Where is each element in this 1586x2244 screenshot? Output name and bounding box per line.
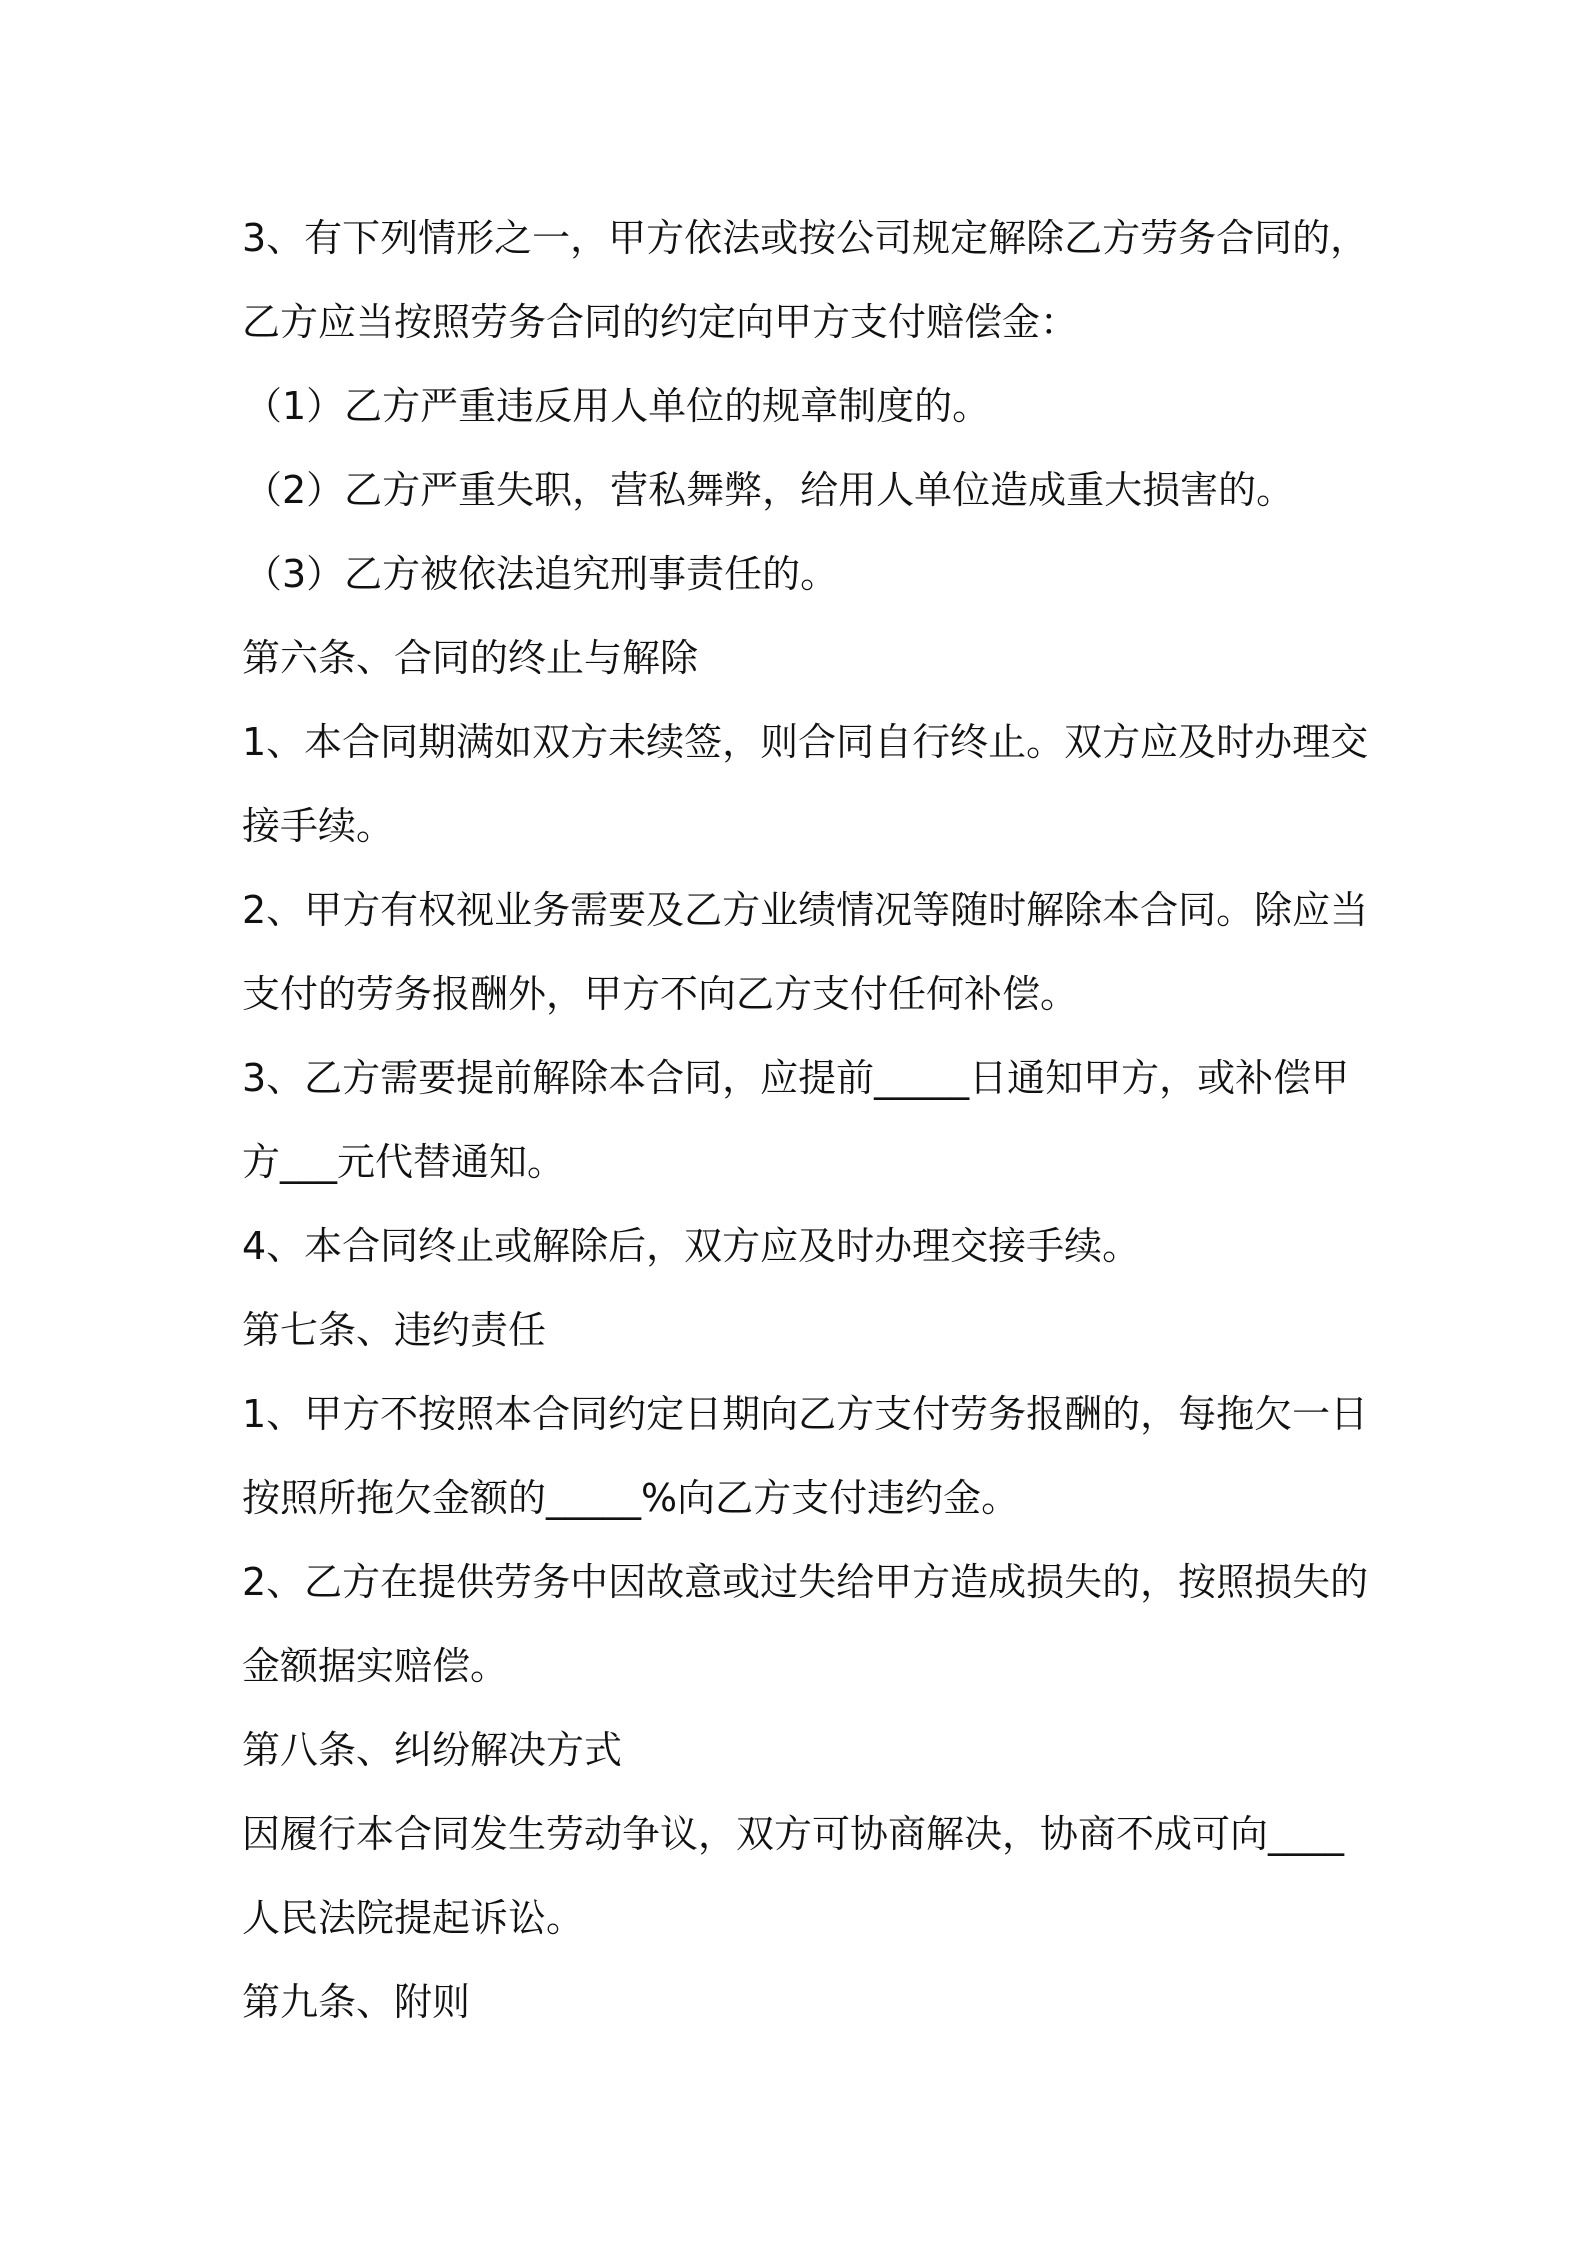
clause-6-3-line-1: 3、乙方需要提前解除本合同，应提前_____日通知甲方，或补偿甲 <box>242 1056 1350 1100</box>
clause-6-4: 4、本合同终止或解除后，双方应及时办理交接手续。 <box>242 1224 1141 1268</box>
clause-6-2-line-1: 2、甲方有权视业务需要及乙方业绩情况等随时解除本合同。除应当 <box>242 888 1369 932</box>
article-7-heading: 第七条、违约责任 <box>242 1308 547 1352</box>
clause-5-3-line-1: 3、有下列情形之一，甲方依法或按公司规定解除乙方劳务合同的， <box>242 216 1369 260</box>
clause-6-1-line-2: 接手续。 <box>242 804 395 848</box>
clause-5-3-item-2: （2）乙方严重失职，营私舞弊，给用人单位造成重大损害的。 <box>244 468 1295 512</box>
clause-5-3-item-3: （3）乙方被依法追究刑事责任的。 <box>244 552 839 596</box>
document-body <box>242 196 1369 2044</box>
article-8-line-2: 人民法院提起诉讼。 <box>242 1896 585 1940</box>
article-9-heading: 第九条、附则 <box>242 1980 471 2024</box>
clause-7-1-line-1: 1、甲方不按照本合同约定日期向乙方支付劳务报酬的，每拖欠一日 <box>242 1392 1369 1436</box>
article-8-line-1: 因履行本合同发生劳动争议，双方可协商解决，协商不成可向____ <box>242 1812 1345 1856</box>
clause-6-3-line-2: 方___元代替通知。 <box>242 1140 566 1184</box>
article-8-heading: 第八条、纠纷解决方式 <box>242 1728 623 1772</box>
clause-7-2-line-2: 金额据实赔偿。 <box>242 1644 509 1688</box>
clause-5-3-line-2: 乙方应当按照劳务合同的约定向甲方支付赔偿金： <box>242 300 1079 344</box>
article-6-heading: 第六条、合同的终止与解除 <box>242 636 699 680</box>
clause-5-3-item-1: （1）乙方严重违反用人单位的规章制度的。 <box>244 384 991 428</box>
clause-7-1-line-2: 按照所拖欠金额的_____%向乙方支付违约金。 <box>242 1476 1020 1520</box>
clause-7-2-line-1: 2、乙方在提供劳务中因故意或过失给甲方造成损失的，按照损失的 <box>242 1560 1369 1604</box>
clause-6-2-line-2: 支付的劳务报酬外，甲方不向乙方支付任何补偿。 <box>242 972 1079 1016</box>
clause-6-1-line-1: 1、本合同期满如双方未续签，则合同自行终止。双方应及时办理交 <box>242 720 1369 764</box>
